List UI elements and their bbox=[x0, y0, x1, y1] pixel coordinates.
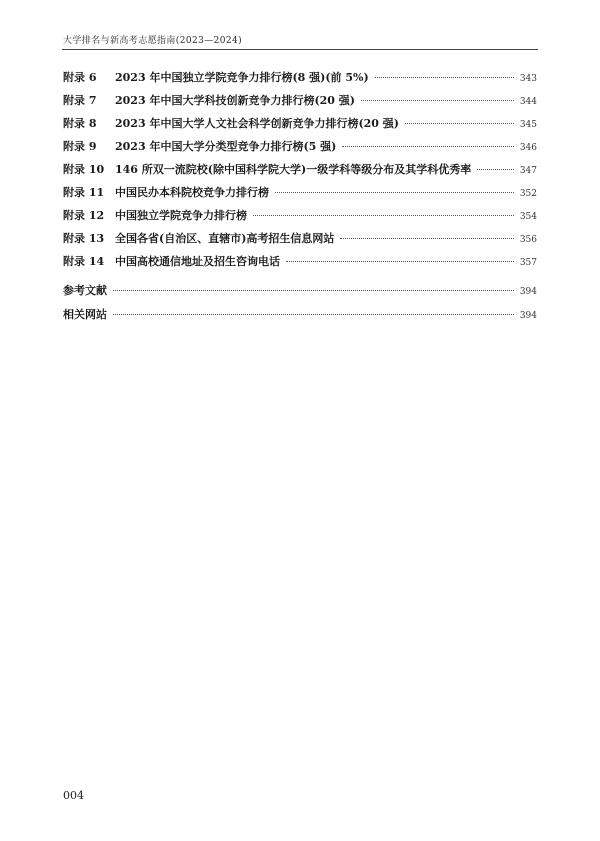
entry-title: 2023 年中国大学分类型竞争力排行榜(5 强) bbox=[115, 140, 337, 153]
entry-title: 相关网站 bbox=[63, 307, 107, 321]
entry-label: 附录 14 bbox=[63, 255, 105, 268]
dot-leader bbox=[275, 192, 514, 193]
dot-leader bbox=[477, 169, 514, 170]
toc-entry-appendix-7[interactable] bbox=[63, 89, 537, 112]
entry-title: 中国高校通信地址及招生咨询电话 bbox=[115, 255, 280, 268]
page-number: 004 bbox=[63, 789, 84, 802]
dot-leader bbox=[375, 77, 514, 78]
dot-leader bbox=[286, 261, 514, 262]
toc-back-matter-list bbox=[63, 279, 537, 326]
toc-entry-references[interactable] bbox=[63, 279, 537, 303]
dot-leader bbox=[340, 238, 513, 239]
dot-leader bbox=[342, 146, 513, 147]
toc-entry-appendix-8[interactable] bbox=[63, 112, 537, 135]
entry-page-number: 347 bbox=[519, 166, 537, 176]
entry-title: 中国民办本科院校竞争力排行榜 bbox=[115, 186, 269, 199]
dot-leader bbox=[113, 314, 514, 315]
entry-label: 附录 8 bbox=[63, 117, 97, 130]
entry-title: 2023 年中国大学人文社会科学创新竞争力排行榜(20 强) bbox=[115, 117, 399, 130]
entry-page-number: 346 bbox=[519, 143, 537, 153]
entry-title: 2023 年中国大学科技创新竞争力排行榜(20 强) bbox=[115, 94, 355, 107]
entry-page-number: 394 bbox=[519, 310, 537, 321]
toc-entry-appendix-11[interactable] bbox=[63, 181, 537, 204]
entry-label: 附录 13 bbox=[63, 232, 105, 245]
entry-label: 附录 11 bbox=[63, 186, 105, 199]
toc-entry-appendix-6[interactable] bbox=[63, 66, 537, 89]
toc-entry-appendix-14[interactable] bbox=[63, 250, 537, 273]
entry-title: 参考文献 bbox=[63, 284, 107, 297]
entry-page-number: 352 bbox=[519, 189, 537, 199]
toc-entry-appendix-9[interactable] bbox=[63, 135, 537, 158]
entry-page-number: 356 bbox=[519, 235, 537, 245]
dot-leader bbox=[361, 100, 514, 101]
entry-page-number: 345 bbox=[519, 120, 537, 130]
header-divider bbox=[62, 49, 538, 50]
entry-page-number: 354 bbox=[519, 212, 537, 222]
toc-appendix-list bbox=[63, 66, 537, 273]
entry-title: 146 所双一流院校(除中国科学院大学)一级学科等级分布及其学科优秀率 bbox=[115, 163, 472, 176]
dot-leader bbox=[253, 215, 514, 216]
toc-entry-appendix-10[interactable] bbox=[63, 158, 537, 181]
entry-label: 附录 6 bbox=[63, 71, 97, 84]
entry-page-number: 394 bbox=[519, 287, 537, 297]
entry-page-number: 343 bbox=[519, 74, 537, 84]
entry-title: 2023 年中国独立学院竞争力排行榜(8 强)(前 5%) bbox=[115, 71, 369, 84]
toc-entry-appendix-12[interactable] bbox=[63, 204, 537, 227]
running-header: 大学排名与新高考志愿指南(2023—2024) bbox=[63, 36, 243, 46]
entry-label: 附录 7 bbox=[63, 94, 97, 107]
toc-entry-related-websites[interactable] bbox=[63, 303, 537, 327]
entry-page-number: 357 bbox=[519, 258, 537, 268]
toc-entry-appendix-13[interactable] bbox=[63, 227, 537, 250]
entry-label: 附录 12 bbox=[63, 209, 105, 222]
entry-label: 附录 10 bbox=[63, 163, 105, 176]
entry-label: 附录 9 bbox=[63, 140, 97, 153]
dot-leader bbox=[405, 123, 514, 124]
entry-title: 全国各省(自治区、直辖市)高考招生信息网站 bbox=[115, 232, 335, 245]
dot-leader bbox=[113, 290, 514, 291]
entry-title: 中国独立学院竞争力排行榜 bbox=[115, 209, 247, 222]
entry-page-number: 344 bbox=[519, 97, 537, 107]
